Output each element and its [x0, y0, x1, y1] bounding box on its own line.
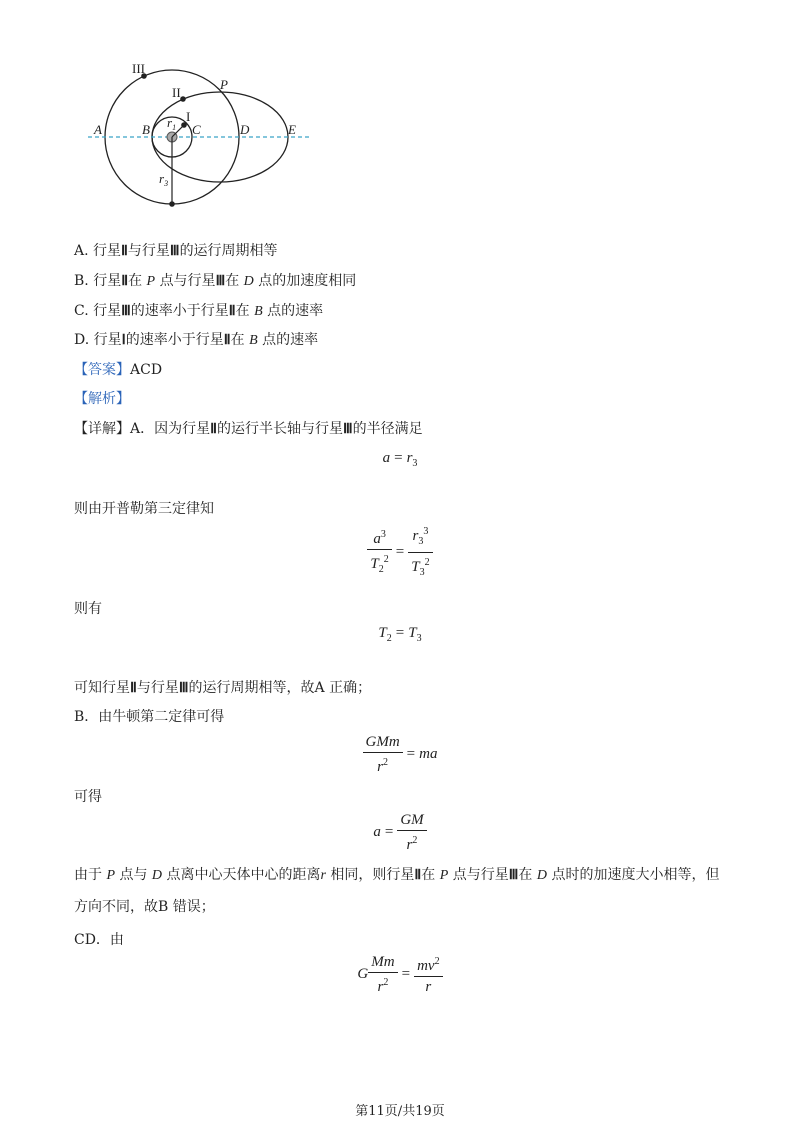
label-e: E: [288, 122, 296, 137]
label-d: D: [240, 122, 250, 137]
equation-5: a = $\frac{GM}{r^2}$: [0, 810, 800, 855]
equation-6: G $\frac{Mm}{r^2}$ = $\frac{mv^2}{r}$: [0, 952, 800, 997]
label-ii: II: [172, 85, 181, 100]
equation-3: $T_2 = T_3$: [378, 625, 422, 644]
text-kepler: 则由开普勒第三定律知: [74, 501, 214, 517]
line-b: B．由牛顿第二定律可得: [74, 709, 225, 725]
line-cd: CD．由: [74, 932, 124, 948]
paragraph-b-1: 由于 P 点与 D 点离中心天体中心的距离r 相同，则行星Ⅱ在 P 点与行星Ⅲ在 D 点时的加速度大小相等，但: [74, 867, 720, 883]
paragraph-b-2: 方向不同，故B 错误；: [74, 899, 215, 915]
page-footer: 第11页/共19页: [355, 1104, 445, 1119]
equation-4: $\frac{\text{GMm}}{r^2}$ = ma: [0, 732, 800, 777]
equation-1: $a = r_3$: [382, 450, 418, 469]
answer-line: 【答案】ACD: [74, 362, 163, 378]
label-r3: $r_3$: [159, 171, 169, 188]
label-a: A: [94, 122, 102, 137]
label-i: I: [186, 109, 191, 124]
label-b: B: [142, 122, 150, 137]
text-then: 则有: [74, 601, 102, 617]
conclusion-a: 可知行星Ⅱ与行星Ⅲ的运行周期相等，故A 正确；: [74, 680, 372, 696]
analysis-line: 【解析】: [74, 391, 130, 407]
label-r1: $r_1$: [167, 115, 177, 132]
text-get: 可得: [74, 789, 102, 805]
option-c: C. 行星Ⅲ的速率小于行星Ⅱ在 B 点的速率: [74, 303, 324, 319]
detail-line: 【详解】A．因为行星Ⅱ的运行半长轴与行星Ⅲ的半径满足: [74, 421, 423, 437]
label-c: C: [192, 122, 201, 137]
orbit-diagram: [80, 55, 320, 215]
option-b: B. 行星Ⅱ在 P 点与行星Ⅲ在 D 点的加速度相同: [74, 273, 357, 289]
equation-2: $\frac{a^3}{T_2^2}$ = $\frac{r_3^3}{T_3^2}$: [0, 522, 800, 583]
label-p: P: [220, 77, 228, 92]
option-a: A. 行星Ⅱ与行星Ⅲ的运行周期相等: [74, 243, 278, 259]
label-iii: III: [132, 61, 145, 76]
r3-end-dot: [169, 201, 175, 207]
planet-ii-dot: [180, 96, 186, 102]
option-d: D. 行星Ⅰ的速率小于行星Ⅱ在 B 点的速率: [74, 332, 319, 348]
